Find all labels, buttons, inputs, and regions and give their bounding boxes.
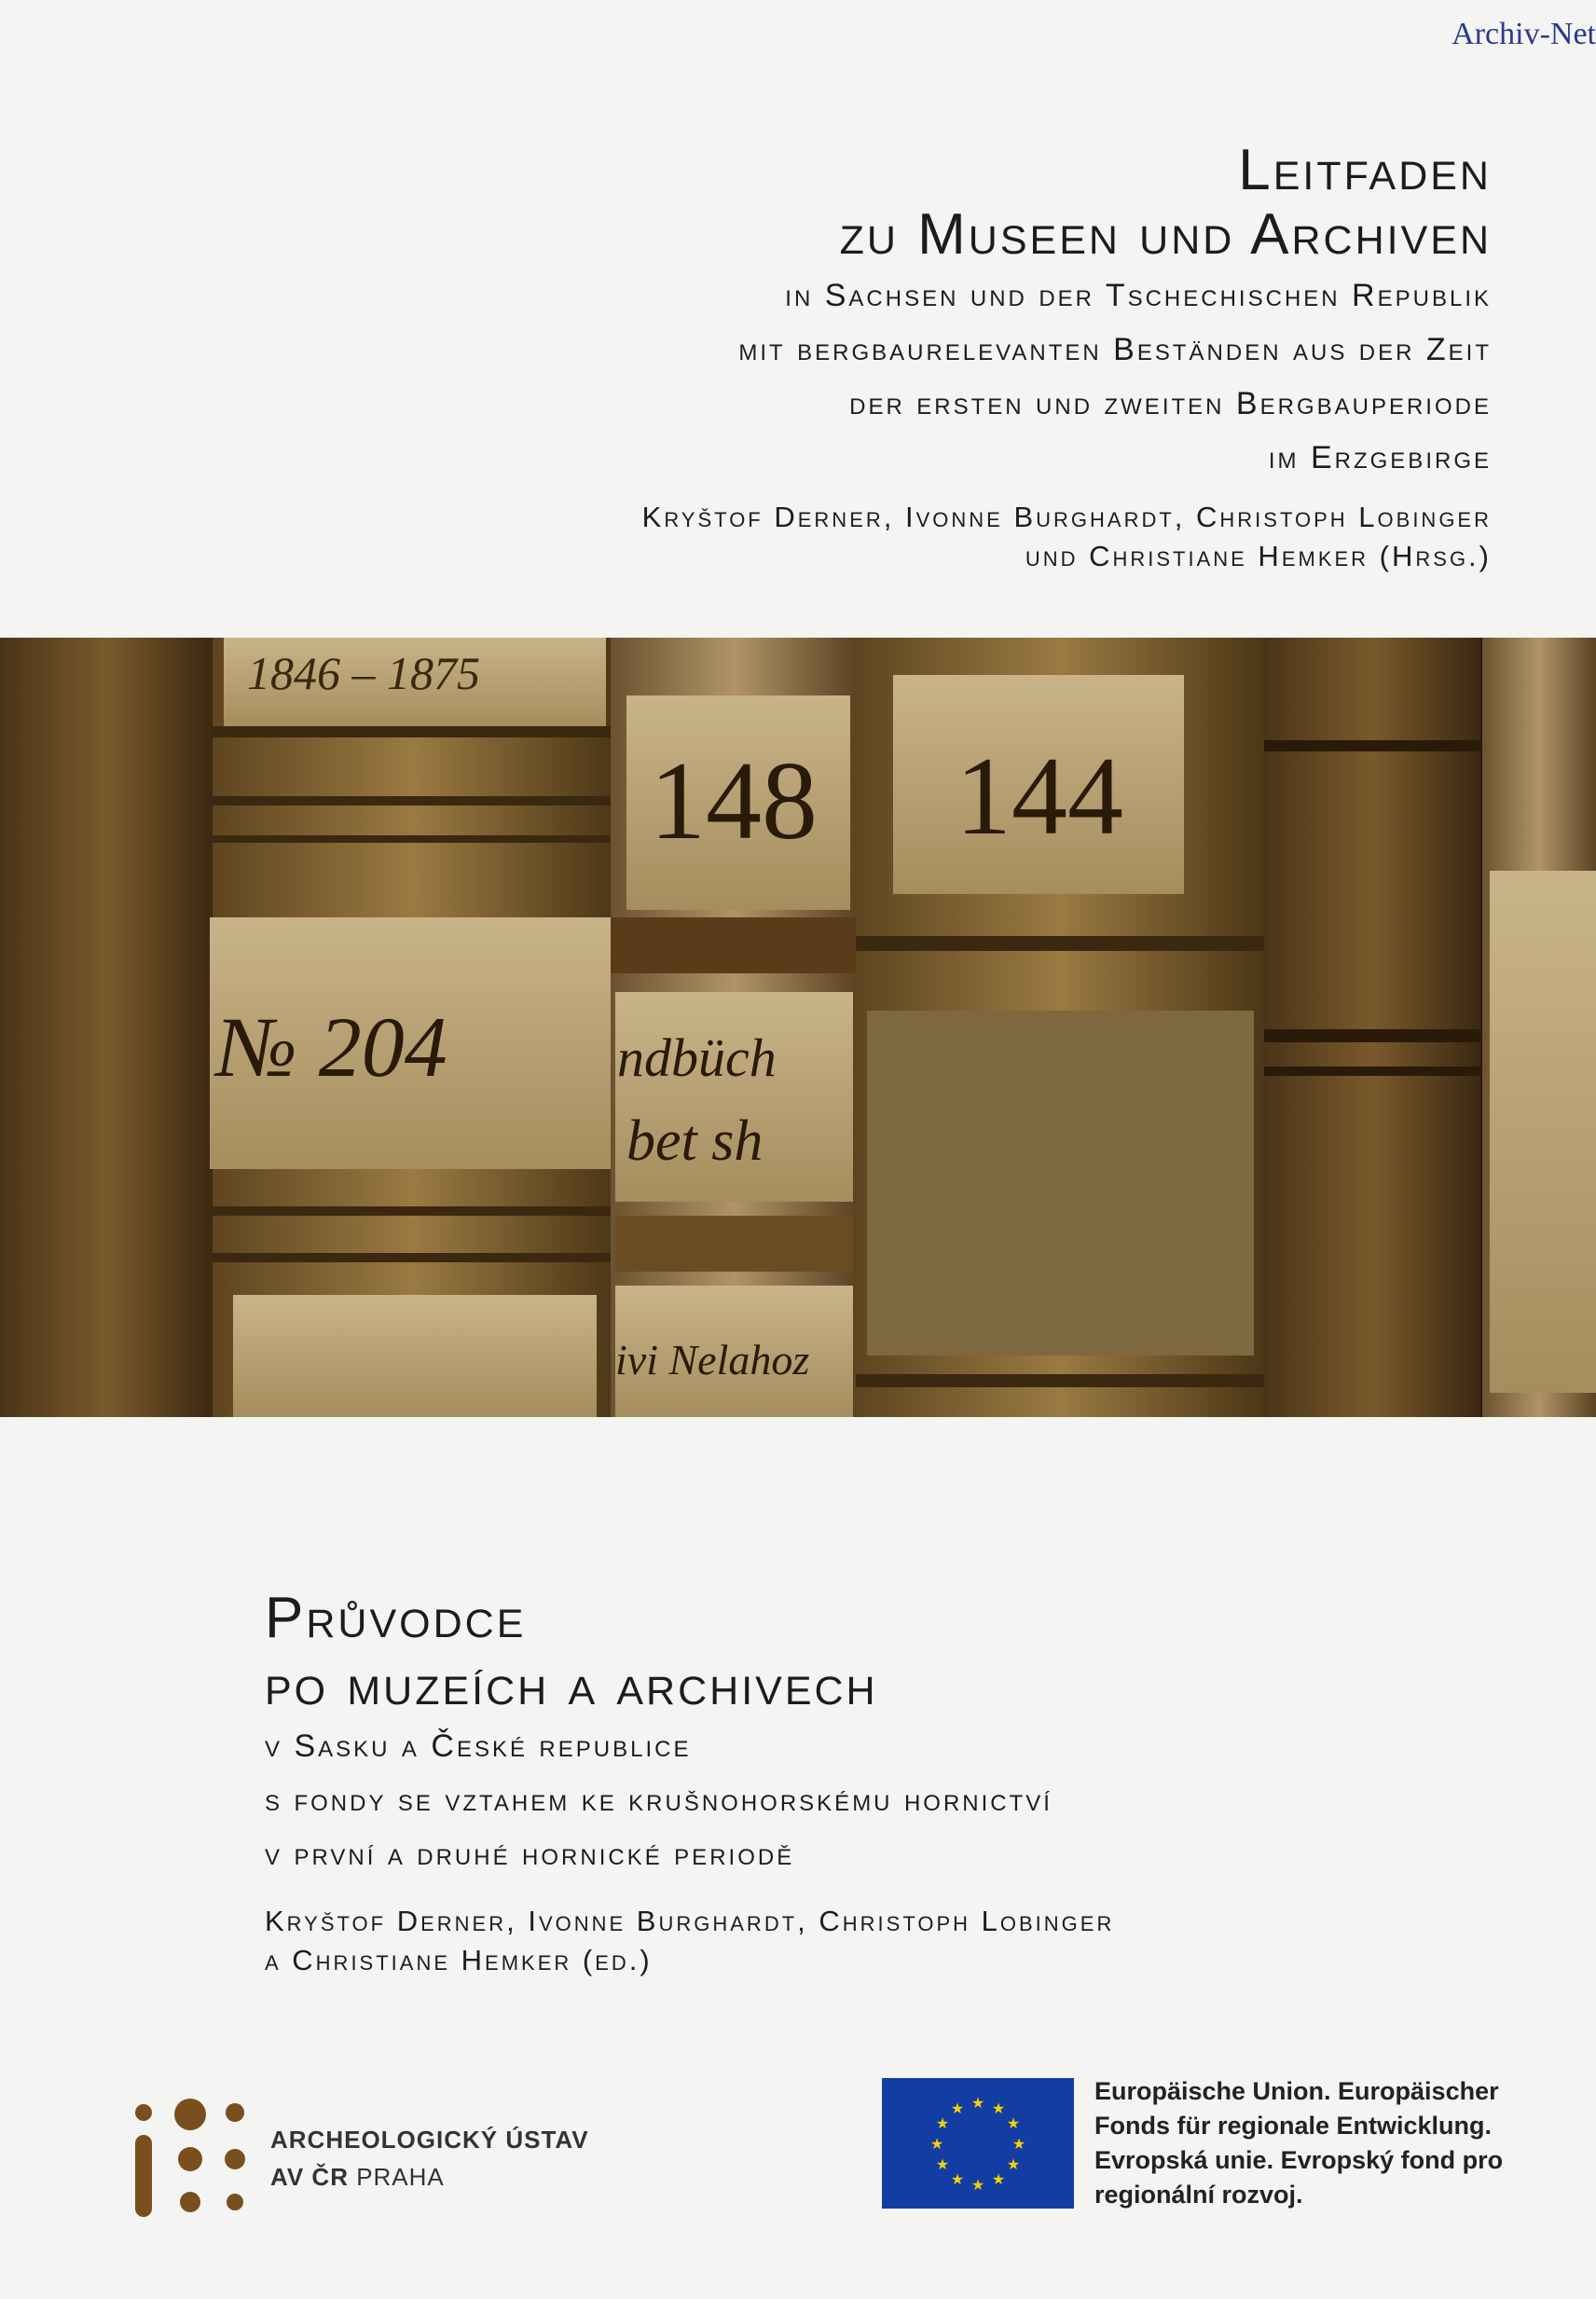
german-subtitle-line: der ersten und zweiten Bergbauperiode: [849, 386, 1492, 421]
spine-label-204: № 204: [216, 999, 447, 1094]
institute-name: ARCHEOLOGICKÝ ÚSTAV: [270, 2126, 589, 2154]
german-subtitle-line: im Erzgebirge: [1268, 440, 1492, 475]
eu-text-line: regionální rozvoj.: [1094, 2181, 1303, 2209]
spine-label-148: 148: [650, 738, 818, 862]
german-title-line2: zu Museen und Archiven: [839, 202, 1492, 267]
german-subtitle-line: in Sachsen und der Tschechischen Republik: [785, 278, 1492, 313]
czech-authors-line1: Kryštof Derner, Ivonne Burghardt, Christoph Lobinger: [265, 1905, 1115, 1937]
svg-text:★: ★: [935, 2114, 950, 2132]
eu-text-line: Fonds für regionale Entwicklung.: [1094, 2112, 1493, 2140]
spine-label-144: 144: [956, 734, 1123, 858]
svg-text:★: ★: [991, 2099, 1006, 2117]
institute-dots-icon: [131, 2098, 252, 2219]
spine-label-3: ivi Nelahoz: [615, 1336, 810, 1384]
svg-text:★: ★: [929, 2135, 944, 2153]
book-spines-photo: [0, 638, 1596, 1417]
institute-location: AV ČR PRAHA: [270, 2163, 445, 2191]
svg-text:★: ★: [950, 2170, 965, 2188]
svg-text:★: ★: [1006, 2155, 1021, 2173]
german-authors-line2: und Christiane Hemker (Hrsg.): [1025, 540, 1492, 572]
german-title-block: [373, 140, 1492, 576]
svg-text:★: ★: [1006, 2114, 1021, 2132]
czech-subtitle-line: v první a druhé hornické periodě: [265, 1837, 795, 1872]
spine-label-2: bet sh: [626, 1109, 764, 1173]
czech-authors-line2: a Christiane Hemker (ed.): [265, 1944, 653, 1976]
czech-subtitle-line: v Sasku a České republice: [265, 1728, 692, 1764]
spine-label-handbuch: ndbüch: [617, 1027, 777, 1088]
svg-text:★: ★: [935, 2155, 950, 2173]
svg-text:★: ★: [950, 2099, 965, 2117]
svg-text:★: ★: [991, 2170, 1006, 2188]
czech-title-line1: Průvodce: [265, 1586, 527, 1650]
eu-text-line: Europäische Union. Europäischer: [1094, 2077, 1499, 2105]
eu-funding-logo: [882, 2074, 1533, 2212]
eu-text-line: Evropská unie. Evropský fond pro: [1094, 2146, 1504, 2174]
german-title-line1: Leitfaden: [1238, 138, 1492, 202]
institute-logo: [131, 2098, 589, 2219]
czech-subtitle-line: s fondy se vztahem ke krušnohorskému hornictví: [265, 1783, 1053, 1818]
spine-label-1: 1846 – 1875: [247, 647, 480, 699]
svg-text:★: ★: [970, 2176, 985, 2194]
czech-title-line2: po muzeích a archivech: [265, 1653, 878, 1717]
german-subtitle-line: mit bergbaurelevanten Beständen aus der Zeit: [738, 332, 1492, 367]
svg-text:★: ★: [970, 2094, 985, 2112]
german-authors-line1: Kryštof Derner, Ivonne Burghardt, Christoph Lobinger: [641, 501, 1492, 533]
series-label: Archiv-Net: [1452, 17, 1596, 51]
book-spines-illustration: [0, 638, 1596, 1417]
czech-title-block: [265, 1585, 1383, 1980]
eu-flag-icon: [882, 2078, 1074, 2209]
svg-text:★: ★: [1011, 2135, 1026, 2153]
